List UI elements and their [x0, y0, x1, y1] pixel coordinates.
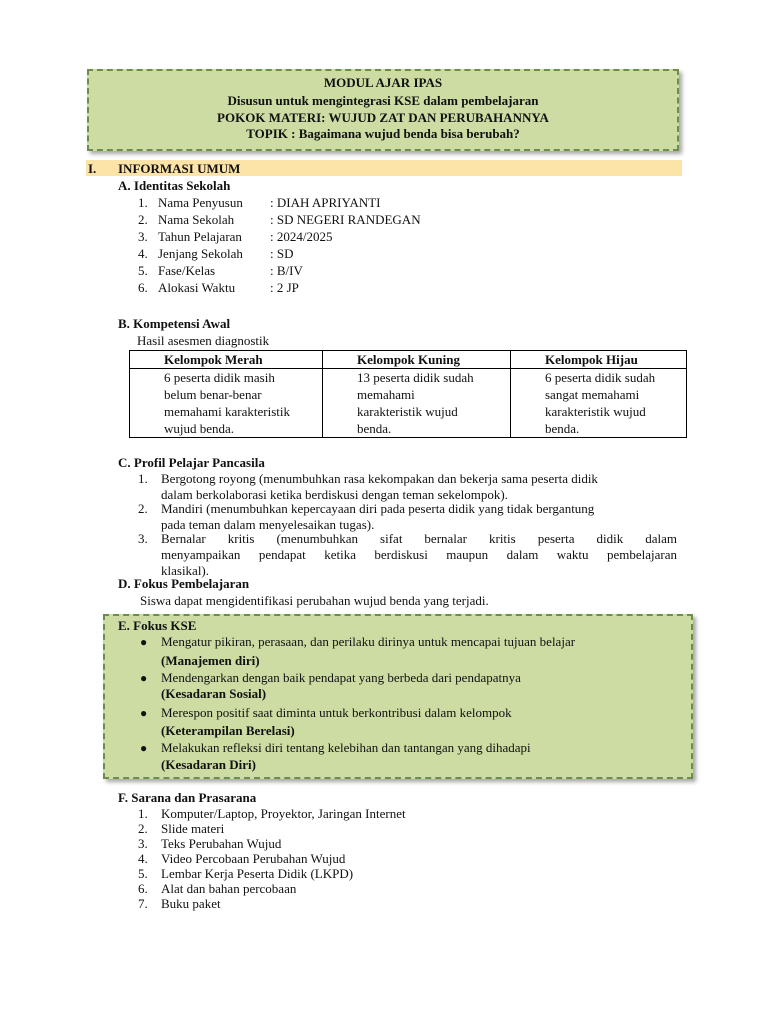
table-header-row — [130, 351, 687, 369]
list-item: Slide materi — [161, 821, 225, 836]
kse-item-text: Mendengarkan dengan baik pendapat yang berbeda dari pendapatnya — [161, 670, 521, 685]
table-cell — [130, 369, 323, 438]
profil-line: dalam berkolaborasi ketika berdiskusi dengan teman sekelompok). — [161, 487, 508, 502]
list-item-num: 3. — [138, 836, 148, 851]
list-item — [161, 531, 677, 579]
identitas-label: Tahun Pelajaran — [158, 229, 242, 244]
table-header: Kelompok Merah — [130, 351, 323, 369]
cell-line: 6 peserta didik sudah — [545, 370, 656, 385]
bullet-icon: ● — [140, 741, 148, 755]
list-item-num: 1. — [138, 806, 148, 821]
list-item-num: 7. — [138, 896, 148, 911]
pokok-materi: POKOK MATERI: WUJUD ZAT DAN PERUBAHANNYA — [217, 110, 549, 125]
list-item-num: 6. — [138, 881, 148, 896]
cell-line: wujud benda. — [164, 421, 235, 436]
kompetensi-subtitle: Hasil asesmen diagnostik — [137, 333, 270, 348]
bullet-icon: ● — [140, 671, 148, 685]
list-item-num: 2. — [138, 212, 148, 227]
list-item-num: 4. — [138, 851, 148, 866]
kse-item-tag: (Manajemen diri) — [161, 653, 260, 668]
list-item-num: 3. — [138, 229, 148, 244]
fokus-text: Siswa dapat mengidentifikasi perubahan wujud benda yang terjadi. — [140, 593, 489, 608]
kse-item-text: Melakukan refleksi diri tentang kelebihan dan tantangan yang dihadapi — [161, 740, 531, 755]
identitas-label: Fase/Kelas — [158, 263, 216, 278]
identitas-value: : B/IV — [270, 263, 303, 278]
list-item-num: 5. — [138, 263, 148, 278]
kse-item-tag: (Kesadaran Diri) — [161, 757, 256, 772]
identitas-label: Nama Penyusun — [158, 195, 243, 210]
list-item-num: 2. — [138, 821, 148, 836]
list-item-num: 1. — [138, 195, 148, 210]
identitas-label: Nama Sekolah — [158, 212, 235, 227]
bullet-icon: ● — [140, 706, 148, 720]
list-item: Alat dan bahan percobaan — [161, 881, 297, 896]
sarana-title: F. Sarana dan Prasarana — [118, 790, 257, 805]
cell-line: sangat memahami — [545, 387, 640, 402]
doc-subtitle: Disusun untuk mengintegrasi KSE dalam pembelajaran — [227, 93, 539, 108]
table-header: Kelompok Kuning — [323, 351, 511, 369]
list-item-num: 5. — [138, 866, 148, 881]
kse-item-tag: (Kesadaran Sosial) — [161, 686, 267, 701]
kse-item-text: Mengatur pikiran, perasaan, dan perilaku dirinya untuk mencapai tujuan belajar — [161, 634, 576, 649]
cell-line: karakteristik wujud — [357, 404, 458, 419]
list-item: Buku paket — [161, 896, 221, 911]
identitas-label: Jenjang Sekolah — [158, 246, 243, 261]
cell-line: memahami — [357, 387, 415, 402]
list-item-num: 3. — [138, 531, 148, 546]
section-title: INFORMASI UMUM — [118, 161, 241, 176]
list-item: Komputer/Laptop, Proyektor, Jaringan Internet — [161, 806, 406, 821]
table-header: Kelompok Hijau — [511, 351, 687, 369]
list-item-num: 1. — [138, 471, 148, 486]
section-number: I. — [88, 161, 97, 176]
cell-line: karakteristik wujud — [545, 404, 646, 419]
profil-line: Bernalar kritis (menumbuhkan sifat bernalar kritis peserta didik dalam — [161, 531, 677, 546]
diagnostic-table — [129, 350, 687, 438]
list-item — [161, 501, 677, 533]
cell-line: 13 peserta didik sudah — [357, 370, 474, 385]
identitas-value: : SD NEGERI RANDEGAN — [270, 212, 421, 227]
kse-title: E. Fokus KSE — [118, 618, 197, 633]
list-item — [161, 471, 677, 503]
list-item-num: 6. — [138, 280, 148, 295]
identitas-label: Alokasi Waktu — [158, 280, 236, 295]
identitas-value: : 2 JP — [270, 280, 299, 295]
kompetensi-title: B. Kompetensi Awal — [118, 316, 231, 331]
profil-line: Bergotong royong (menumbuhkan rasa kekompakan dan bekerja sama peserta didik — [161, 471, 598, 486]
list-item-num: 4. — [138, 246, 148, 261]
identitas-title: A. Identitas Sekolah — [118, 178, 231, 193]
table-row — [130, 369, 687, 438]
cell-line: benda. — [357, 421, 392, 436]
cell-line: belum benar-benar — [164, 387, 262, 402]
fokus-title: D. Fokus Pembelajaran — [118, 576, 250, 591]
list-item-num: 2. — [138, 501, 148, 516]
list-item: Video Percobaan Perubahan Wujud — [161, 851, 346, 866]
kse-item-text: Merespon positif saat diminta untuk berkontribusi dalam kelompok — [161, 705, 512, 720]
identitas-value: : DIAH APRIYANTI — [270, 195, 381, 210]
list-item: Teks Perubahan Wujud — [161, 836, 282, 851]
header-box — [87, 69, 679, 151]
cell-line: memahami karakteristik — [164, 404, 290, 419]
identitas-value: : 2024/2025 — [270, 229, 333, 244]
profil-line: klasikal). — [161, 563, 210, 578]
table-cell — [511, 369, 687, 438]
cell-line: 6 peserta didik masih — [164, 370, 275, 385]
profil-line: menyampaikan pendapat ketika berdiskusi maupun dalam waktu pembelajaran — [161, 547, 677, 562]
list-item: Lembar Kerja Peserta Didik (LKPD) — [161, 866, 354, 881]
profil-title: C. Profil Pelajar Pancasila — [118, 455, 265, 470]
identitas-value: : SD — [270, 246, 294, 261]
kse-item-tag: (Keterampilan Berelasi) — [161, 723, 295, 738]
profil-line: Mandiri (menumbuhkan kepercayaan diri pada peserta didik yang tidak bergantung — [161, 501, 595, 516]
topik: TOPIK : Bagaimana wujud benda bisa berubah? — [246, 126, 520, 141]
cell-line: benda. — [545, 421, 580, 436]
table-cell — [323, 369, 511, 438]
bullet-icon: ● — [140, 635, 148, 649]
profil-line: pada teman dalam menyelesaikan tugas). — [161, 517, 375, 532]
doc-title: MODUL AJAR IPAS — [323, 75, 443, 90]
